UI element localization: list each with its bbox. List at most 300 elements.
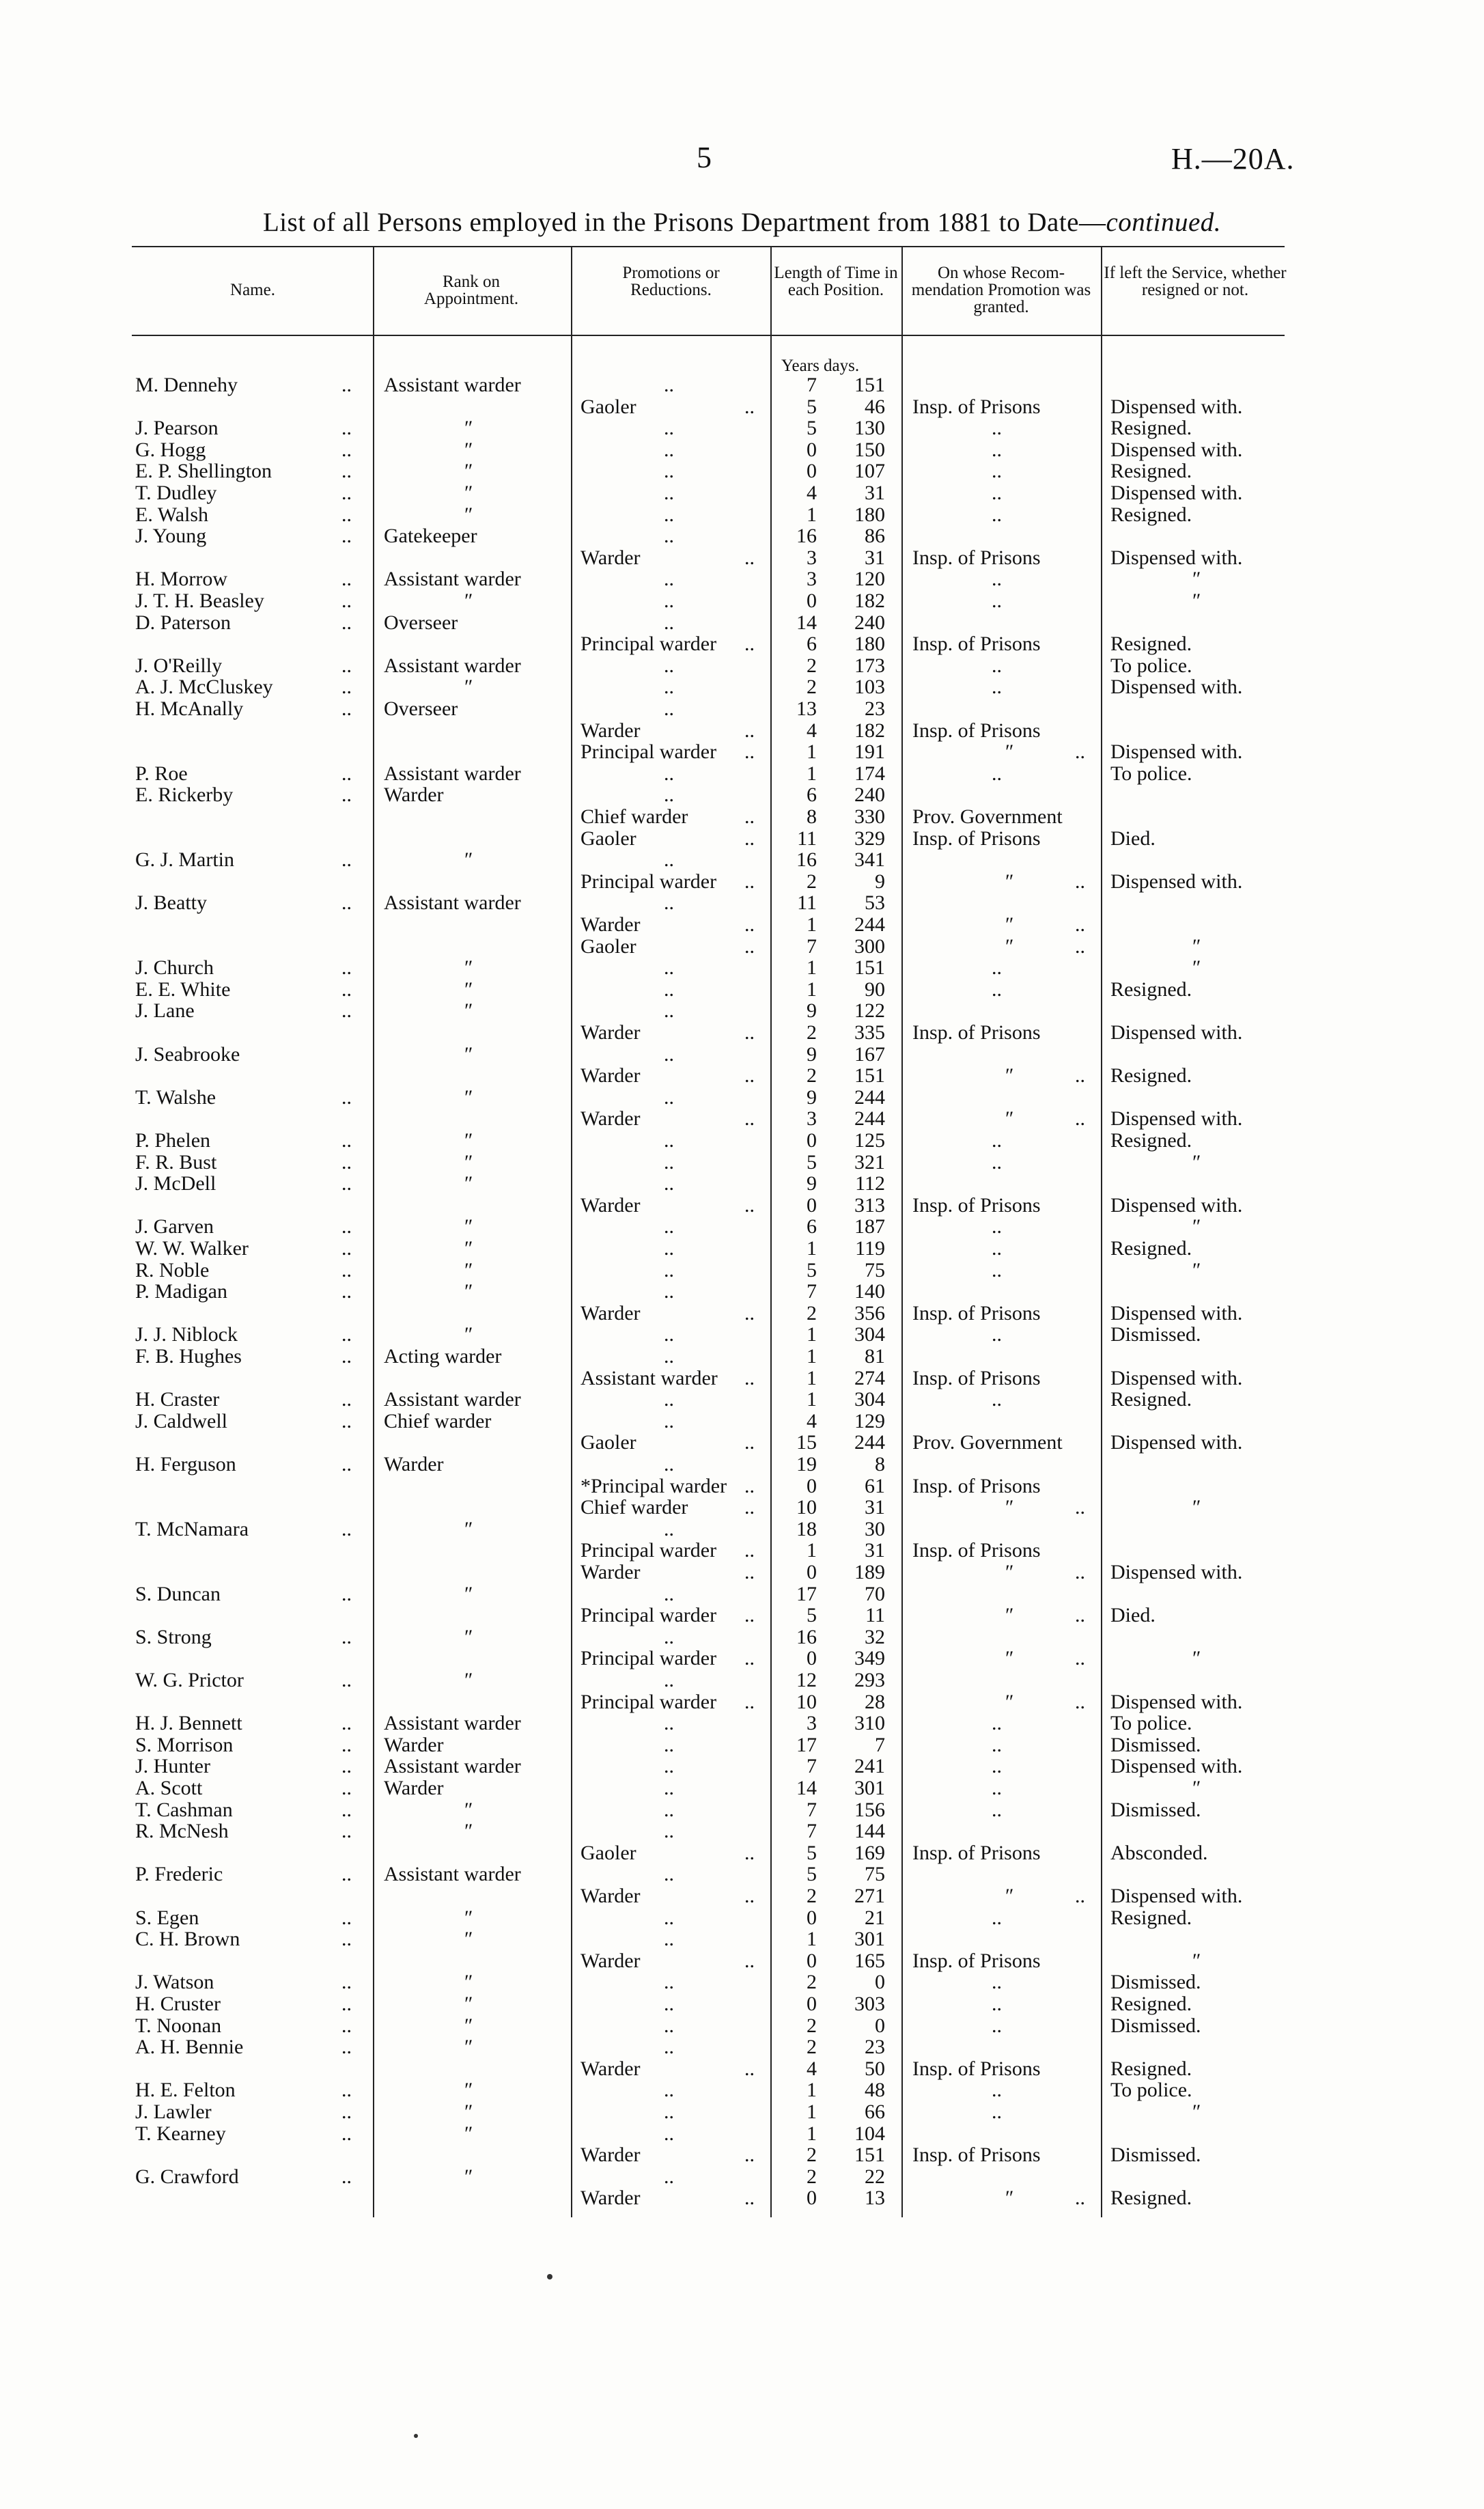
years-value: 1 xyxy=(807,913,817,936)
leader-dots: .. xyxy=(341,2165,352,2188)
leader-dots: .. xyxy=(341,1215,352,1238)
person-name: A. Scott xyxy=(135,1777,203,1799)
rank-on-appointment: Warder xyxy=(384,1734,444,1756)
days-value: 182 xyxy=(854,590,885,612)
print-speck xyxy=(414,2434,418,2438)
days-value: 21 xyxy=(865,1907,885,1929)
promotion: Warder xyxy=(580,1561,641,1583)
leader-dots: .. xyxy=(341,676,352,698)
ditto-mark: ″ xyxy=(1005,1107,1014,1130)
leader-dots: .. xyxy=(664,1626,674,1648)
rank-on-appointment: Assistant warder xyxy=(384,891,521,914)
days-value: 244 xyxy=(854,1107,885,1130)
leader-dots: .. xyxy=(1075,913,1085,936)
leader-dots: .. xyxy=(744,1194,755,1217)
leader-dots: .. xyxy=(744,1561,755,1583)
days-value: 0 xyxy=(875,1971,885,1993)
leader-dots: .. xyxy=(744,827,755,850)
days-value: 75 xyxy=(865,1259,885,1281)
days-value: 125 xyxy=(854,1129,885,1152)
leader-dots: .. xyxy=(664,1583,674,1605)
years-value: 6 xyxy=(807,1215,817,1238)
person-name: J. Garven xyxy=(135,1215,214,1238)
left-service-status: Resigned. xyxy=(1110,978,1192,1001)
leader-dots: .. xyxy=(341,374,352,396)
ditto-mark: ″ xyxy=(464,1323,473,1346)
days-value: 301 xyxy=(854,1777,885,1799)
days-value: 174 xyxy=(854,762,885,785)
person-name: G. Crawford xyxy=(135,2165,239,2188)
leader-dots: .. xyxy=(664,1043,674,1066)
years-value: 7 xyxy=(807,1820,817,1842)
leader-dots: .. xyxy=(341,654,352,677)
days-value: 7 xyxy=(875,1734,885,1756)
days-value: 151 xyxy=(854,956,885,979)
left-service-status: Resigned. xyxy=(1110,2057,1192,2080)
person-name: P. Frederic xyxy=(135,1863,223,1885)
years-value: 14 xyxy=(796,611,817,634)
left-service-status: Dismissed. xyxy=(1110,2144,1201,2166)
person-name: J. Pearson xyxy=(135,417,219,439)
days-value: 0 xyxy=(875,2014,885,2037)
leader-dots: .. xyxy=(341,503,352,526)
leader-dots: .. xyxy=(744,1647,755,1669)
leader-dots: .. xyxy=(744,1691,755,1713)
leader-dots: .. xyxy=(744,1842,755,1864)
ditto-mark: ″ xyxy=(464,1820,473,1842)
years-value: 2 xyxy=(807,1971,817,1993)
leader-dots: .. xyxy=(664,1734,674,1756)
years-value: 5 xyxy=(807,1863,817,1885)
ditto-mark: ″ xyxy=(1005,2187,1014,2209)
ditto-mark: ″ xyxy=(464,1237,473,1260)
leader-dots: .. xyxy=(341,1971,352,1993)
promotion: Gaoler xyxy=(580,935,636,958)
leader-dots: .. xyxy=(744,870,755,893)
years-value: 0 xyxy=(807,1129,817,1152)
ditto-mark: ″ xyxy=(1005,1561,1014,1583)
ditto-mark: ″ xyxy=(1192,935,1201,958)
ditto-mark: ″ xyxy=(464,1086,473,1109)
days-value: 329 xyxy=(854,827,885,850)
leader-dots: .. xyxy=(992,503,1002,526)
years-value: 17 xyxy=(796,1583,817,1605)
leader-dots: .. xyxy=(341,1129,352,1152)
leader-dots: .. xyxy=(341,568,352,590)
person-name: H. McAnally xyxy=(135,697,244,720)
days-value: 304 xyxy=(854,1388,885,1411)
days-value: 90 xyxy=(865,978,885,1001)
ditto-mark: ″ xyxy=(464,482,473,504)
person-name: T. McNamara xyxy=(135,1518,249,1540)
years-value: 6 xyxy=(807,633,817,655)
days-value: 330 xyxy=(854,805,885,828)
days-value: 53 xyxy=(865,891,885,914)
person-name: R. McNesh xyxy=(135,1820,229,1842)
header-name: Name. xyxy=(230,281,275,299)
person-name: J. Young xyxy=(135,525,207,547)
left-service-status: Dispensed with. xyxy=(1110,1755,1243,1777)
promotion: Warder xyxy=(580,913,641,936)
leader-dots: .. xyxy=(664,784,674,806)
leader-dots: .. xyxy=(341,1151,352,1174)
days-value: 169 xyxy=(854,1842,885,1864)
years-value: 3 xyxy=(807,1712,817,1734)
leader-dots: .. xyxy=(744,1021,755,1044)
rank-on-appointment: Warder xyxy=(384,1777,444,1799)
rank-on-appointment: Overseer xyxy=(384,611,458,634)
days-value: 70 xyxy=(865,1583,885,1605)
ditto-mark: ″ xyxy=(1005,913,1014,936)
days-value: 120 xyxy=(854,568,885,590)
ditto-mark: ″ xyxy=(464,1907,473,1929)
leader-dots: .. xyxy=(744,1475,755,1497)
person-name: H. Morrow xyxy=(135,568,227,590)
left-service-status: Resigned. xyxy=(1110,1993,1192,2015)
leader-dots: .. xyxy=(992,1799,1002,1821)
days-value: 173 xyxy=(854,654,885,677)
person-name: T. Kearney xyxy=(135,2122,226,2145)
header-length: Length of Time in each Position. xyxy=(774,264,898,299)
left-service-status: Died. xyxy=(1110,1604,1156,1626)
title-main: List of all Persons employed in the Prisons Department from 1881 to Date— xyxy=(262,208,1106,237)
leader-dots: .. xyxy=(664,1410,674,1432)
ditto-mark: ″ xyxy=(1192,590,1201,612)
leader-dots: .. xyxy=(341,697,352,720)
recommended-by: Insp. of Prisons xyxy=(912,1842,1041,1864)
header-left-service: If left the Service, whether resigned or not. xyxy=(1104,264,1287,299)
leader-dots: .. xyxy=(664,611,674,634)
leader-dots: .. xyxy=(992,1237,1002,1260)
person-name: A. H. Bennie xyxy=(135,2036,244,2058)
rank-on-appointment: Assistant warder xyxy=(384,374,521,396)
promotion: Warder xyxy=(580,719,641,742)
left-service-status: Resigned. xyxy=(1110,1907,1192,1929)
leader-dots: .. xyxy=(744,2144,755,2166)
leader-dots: .. xyxy=(992,2101,1002,2123)
years-value: 4 xyxy=(807,482,817,504)
left-service-status: Resigned. xyxy=(1110,633,1192,655)
leader-dots: .. xyxy=(664,460,674,482)
years-value: 13 xyxy=(796,697,817,720)
days-value: 66 xyxy=(865,2101,885,2123)
ditto-mark: ″ xyxy=(464,1626,473,1648)
years-value: 1 xyxy=(807,2101,817,2123)
leader-dots: .. xyxy=(341,891,352,914)
person-name: A. J. McCluskey xyxy=(135,676,273,698)
leader-dots: .. xyxy=(341,460,352,482)
recommended-by: Insp. of Prisons xyxy=(912,1021,1041,1044)
leader-dots: .. xyxy=(992,2014,1002,2037)
leader-dots: .. xyxy=(744,546,755,569)
years-value: 2 xyxy=(807,676,817,698)
rank-on-appointment: Chief warder xyxy=(384,1410,492,1432)
leader-dots: .. xyxy=(664,2036,674,2058)
header-rank: Rank on Appointment. xyxy=(423,273,519,308)
promotion: Principal warder xyxy=(580,870,717,893)
years-value: 1 xyxy=(807,1237,817,1260)
person-name: J. Hunter xyxy=(135,1755,210,1777)
leader-dots: .. xyxy=(664,439,674,461)
person-name: D. Paterson xyxy=(135,611,231,634)
recommended-by: Insp. of Prisons xyxy=(912,1302,1041,1325)
leader-dots: .. xyxy=(664,1345,674,1368)
leader-dots: .. xyxy=(664,2122,674,2145)
days-value: 81 xyxy=(865,1345,885,1368)
person-name: E. P. Shellington xyxy=(135,460,272,482)
years-value: 2 xyxy=(807,2036,817,2058)
left-service-status: Resigned. xyxy=(1110,1064,1192,1087)
leader-dots: .. xyxy=(744,1539,755,1562)
promotion: Principal warder xyxy=(580,740,717,763)
ditto-mark: ″ xyxy=(464,2101,473,2123)
leader-dots: .. xyxy=(664,1993,674,2015)
leader-dots: .. xyxy=(744,1367,755,1389)
promotion: Warder xyxy=(580,1950,641,1972)
rank-on-appointment: Acting warder xyxy=(384,1345,502,1368)
ditto-mark: ″ xyxy=(464,2036,473,2058)
leader-dots: .. xyxy=(992,1388,1002,1411)
years-value: 11 xyxy=(797,891,817,914)
left-service-status: Resigned. xyxy=(1110,1237,1192,1260)
years-value: 2 xyxy=(807,1064,817,1087)
leader-dots: .. xyxy=(664,1907,674,1929)
header-recommendation: On whose Recom-mendation Promotion was granted. xyxy=(911,264,1091,316)
ditto-mark: ″ xyxy=(464,1215,473,1238)
person-name: H. Cruster xyxy=(135,1993,221,2015)
leader-dots: .. xyxy=(744,1302,755,1325)
person-name: M. Dennehy xyxy=(135,374,238,396)
person-name: J. Beatty xyxy=(135,891,207,914)
person-name: J. Caldwell xyxy=(135,1410,227,1432)
left-service-status: Dispensed with. xyxy=(1110,439,1243,461)
years-value: 2 xyxy=(807,2014,817,2037)
ditto-mark: ″ xyxy=(1005,870,1014,893)
years-value: 1 xyxy=(807,1928,817,1950)
years-value: 0 xyxy=(807,1993,817,2015)
leader-dots: .. xyxy=(664,654,674,677)
leader-dots: .. xyxy=(664,374,674,396)
promotion: *Principal warder xyxy=(580,1475,727,1497)
days-value: 313 xyxy=(854,1194,885,1217)
leader-dots: .. xyxy=(341,999,352,1022)
person-name: J. Seabrooke xyxy=(135,1043,240,1066)
person-name: G. J. Martin xyxy=(135,848,234,871)
leader-dots: .. xyxy=(664,1151,674,1174)
person-name: S. Egen xyxy=(135,1907,199,1929)
leader-dots: .. xyxy=(744,2187,755,2209)
ditto-mark: ″ xyxy=(464,460,473,482)
leader-dots: .. xyxy=(1075,1107,1085,1130)
header-promotions: Promotions or Reductions. xyxy=(622,264,720,299)
leader-dots: .. xyxy=(341,1669,352,1691)
ditto-mark: ″ xyxy=(464,2014,473,2037)
leader-dots: .. xyxy=(992,590,1002,612)
person-name: T. Walshe xyxy=(135,1086,216,1109)
years-value: 1 xyxy=(807,978,817,1001)
ditto-mark: ″ xyxy=(1005,1647,1014,1669)
years-value: 0 xyxy=(807,460,817,482)
leader-dots: .. xyxy=(992,1755,1002,1777)
recommended-by: Insp. of Prisons xyxy=(912,1950,1041,1972)
days-value: 30 xyxy=(865,1518,885,1540)
promotion: Warder xyxy=(580,1885,641,1907)
leader-dots: .. xyxy=(992,762,1002,785)
recommended-by: Insp. of Prisons xyxy=(912,827,1041,850)
document-reference: H.—20A. xyxy=(1171,142,1295,176)
leader-dots: .. xyxy=(664,2079,674,2101)
left-service-status: Absconded. xyxy=(1110,1842,1208,1864)
leader-dots: .. xyxy=(341,439,352,461)
days-value: 140 xyxy=(854,1280,885,1303)
rank-on-appointment: Overseer xyxy=(384,697,458,720)
ditto-mark: ″ xyxy=(464,676,473,698)
leader-dots: .. xyxy=(341,762,352,785)
leader-dots: .. xyxy=(341,1172,352,1195)
years-value: 7 xyxy=(807,1280,817,1303)
days-value: 86 xyxy=(865,525,885,547)
leader-dots: .. xyxy=(992,956,1002,979)
leader-dots: .. xyxy=(992,1215,1002,1238)
years-value: 1 xyxy=(807,740,817,763)
leader-dots: .. xyxy=(341,2036,352,2058)
recommended-by: Insp. of Prisons xyxy=(912,1367,1041,1389)
ditto-mark: ″ xyxy=(464,999,473,1022)
years-value: 2 xyxy=(807,2144,817,2166)
ditto-mark: ″ xyxy=(1005,1691,1014,1713)
leader-dots: .. xyxy=(744,935,755,958)
left-service-status: Dispensed with. xyxy=(1110,1561,1243,1583)
years-value: 10 xyxy=(796,1496,817,1519)
leader-dots: .. xyxy=(992,1777,1002,1799)
left-service-status: To police. xyxy=(1110,2079,1192,2101)
years-value: 4 xyxy=(807,2057,817,2080)
leader-dots: .. xyxy=(992,1151,1002,1174)
left-service-status: Dispensed with. xyxy=(1110,870,1243,893)
leader-dots: .. xyxy=(664,1820,674,1842)
leader-dots: .. xyxy=(1075,1561,1085,1583)
ditto-mark: ″ xyxy=(464,1993,473,2015)
promotion: Chief warder xyxy=(580,1496,688,1519)
rank-on-appointment: Warder xyxy=(384,784,444,806)
ditto-mark: ″ xyxy=(464,1799,473,1821)
ditto-mark: ″ xyxy=(464,1151,473,1174)
leader-dots: .. xyxy=(744,2057,755,2080)
years-value: 0 xyxy=(807,1475,817,1497)
days-value: 28 xyxy=(865,1691,885,1713)
days-value: 187 xyxy=(854,1215,885,1238)
leader-dots: .. xyxy=(341,1237,352,1260)
person-name: J. Watson xyxy=(135,1971,214,1993)
leader-dots: .. xyxy=(992,654,1002,677)
years-value: 1 xyxy=(807,1539,817,1562)
person-name: R. Noble xyxy=(135,1259,210,1281)
years-value: 5 xyxy=(807,1842,817,1864)
promotion: Principal warder xyxy=(580,1691,717,1713)
days-value: 31 xyxy=(865,1496,885,1519)
days-value: 303 xyxy=(854,1993,885,2015)
days-value: 335 xyxy=(854,1021,885,1044)
leader-dots: .. xyxy=(992,568,1002,590)
person-name: H. J. Bennett xyxy=(135,1712,242,1734)
days-value: 189 xyxy=(854,1561,885,1583)
left-service-status: Dispensed with. xyxy=(1110,396,1243,418)
ditto-mark: ″ xyxy=(464,848,473,871)
leader-dots: .. xyxy=(744,1496,755,1519)
promotion: Assistant warder xyxy=(580,1367,718,1389)
recommended-by: Insp. of Prisons xyxy=(912,396,1041,418)
leader-dots: .. xyxy=(1075,1647,1085,1669)
days-value: 271 xyxy=(854,1885,885,1907)
left-service-status: Dispensed with. xyxy=(1110,740,1243,763)
leader-dots: .. xyxy=(744,1604,755,1626)
years-value: 10 xyxy=(796,1691,817,1713)
leader-dots: .. xyxy=(664,1453,674,1475)
days-value: 107 xyxy=(854,460,885,482)
person-name: J. McDell xyxy=(135,1172,216,1195)
ditto-mark: ″ xyxy=(464,956,473,979)
leader-dots: .. xyxy=(664,1086,674,1109)
leader-dots: .. xyxy=(1075,1885,1085,1907)
days-value: 75 xyxy=(865,1863,885,1885)
years-value: 0 xyxy=(807,2187,817,2209)
leader-dots: .. xyxy=(744,719,755,742)
ditto-mark: ″ xyxy=(464,2165,473,2188)
leader-dots: .. xyxy=(744,1064,755,1087)
years-value: 11 xyxy=(797,827,817,850)
days-value: 180 xyxy=(854,633,885,655)
years-value: 9 xyxy=(807,1086,817,1109)
leader-dots: .. xyxy=(1075,740,1085,763)
leader-dots: .. xyxy=(664,1777,674,1799)
years-value: 5 xyxy=(807,1259,817,1281)
leader-dots: .. xyxy=(341,2014,352,2037)
leader-dots: .. xyxy=(341,2079,352,2101)
days-value: 349 xyxy=(854,1647,885,1669)
leader-dots: .. xyxy=(341,1626,352,1648)
person-name: S. Morrison xyxy=(135,1734,234,1756)
leader-dots: .. xyxy=(1075,870,1085,893)
left-service-status: Dispensed with. xyxy=(1110,1885,1243,1907)
person-name: S. Strong xyxy=(135,1626,212,1648)
ditto-mark: ″ xyxy=(464,1280,473,1303)
years-value: 1 xyxy=(807,1388,817,1411)
promotion: Gaoler xyxy=(580,1431,636,1454)
leader-dots: .. xyxy=(341,848,352,871)
ditto-mark: ″ xyxy=(464,439,473,461)
leader-dots: .. xyxy=(744,633,755,655)
left-service-status: Dismissed. xyxy=(1110,1734,1201,1756)
days-value: 244 xyxy=(854,913,885,936)
years-value: 0 xyxy=(807,439,817,461)
days-value: 165 xyxy=(854,1950,885,1972)
days-value: 300 xyxy=(854,935,885,958)
leader-dots: .. xyxy=(341,611,352,634)
leader-dots: .. xyxy=(664,482,674,504)
person-name: E. Rickerby xyxy=(135,784,234,806)
years-value: 19 xyxy=(796,1453,817,1475)
ditto-mark: ″ xyxy=(1005,1885,1014,1907)
left-service-status: Resigned. xyxy=(1110,503,1192,526)
recommended-by: Insp. of Prisons xyxy=(912,1539,1041,1562)
promotion: Principal warder xyxy=(580,1647,717,1669)
leader-dots: .. xyxy=(664,1215,674,1238)
leader-dots: .. xyxy=(341,1583,352,1605)
rank-on-appointment: Assistant warder xyxy=(384,568,521,590)
ditto-mark: ″ xyxy=(1192,2101,1201,2123)
years-value: 4 xyxy=(807,719,817,742)
years-value: 4 xyxy=(807,1410,817,1432)
